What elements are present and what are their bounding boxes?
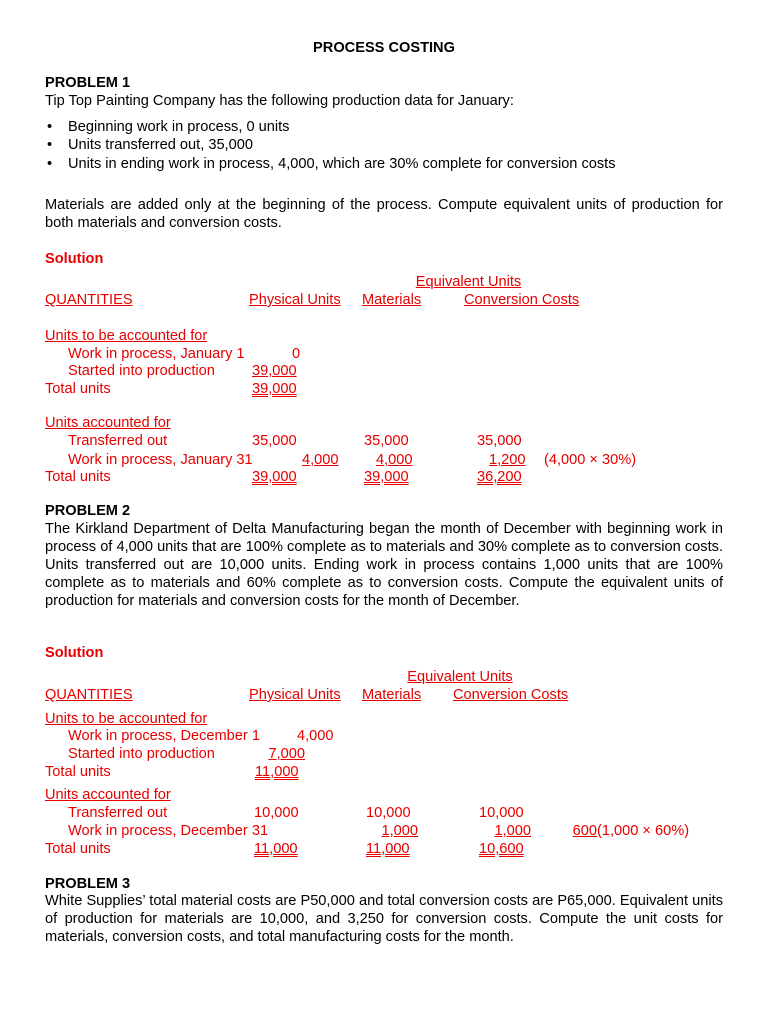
physical-units-header: Physical Units	[249, 687, 341, 703]
row-label: Work in process, January 1	[68, 346, 245, 362]
equivalent-units-header: Equivalent Units	[415, 274, 522, 290]
problem-3-heading: PROBLEM 3	[45, 876, 131, 892]
physical-value: 4,000	[302, 452, 339, 468]
physical-value: 35,000	[252, 433, 297, 449]
physical-value: 0	[292, 346, 301, 362]
row-label: Work in process, January 31	[68, 452, 253, 468]
problem-2-heading: PROBLEM 2	[45, 503, 131, 519]
materials-header: Materials	[362, 687, 422, 703]
problem-1-bullet: Units transferred out, 35,000	[68, 137, 253, 153]
conversion-costs-header: Conversion Costs	[464, 292, 580, 308]
problem-1-heading: PROBLEM 1	[45, 75, 131, 91]
bullet-icon: •	[47, 137, 53, 153]
conversion-value: 1,000	[494, 823, 531, 839]
conversion-value: 35,000	[477, 433, 522, 449]
quantities-header: QUANTITIES	[45, 292, 133, 308]
materials-value: 39,000	[364, 469, 409, 485]
conversion-costs-header: Conversion Costs	[453, 687, 569, 703]
row-label: Work in process, December 1	[68, 728, 260, 744]
materials-header: Materials	[362, 292, 422, 308]
units-accounted-label: Units accounted for	[45, 415, 171, 431]
materials-value: 1,000	[381, 823, 418, 839]
conversion-value: 10,600	[479, 841, 524, 857]
units-to-account-label: Units to be accounted for	[45, 711, 208, 727]
conversion-value: 1,200	[489, 452, 526, 468]
materials-value: 4,000	[376, 452, 413, 468]
materials-value: 10,000	[366, 805, 411, 821]
physical-value: 39,000	[252, 363, 297, 379]
row-label: Total units	[45, 469, 111, 485]
units-to-account-label: Units to be accounted for	[45, 328, 208, 344]
bullet-icon: •	[47, 156, 53, 172]
equivalent-units-header: Equivalent Units	[407, 669, 513, 685]
problem-1-solution-label: Solution	[45, 251, 104, 267]
materials-value: 35,000	[364, 433, 409, 449]
calculation-note: (1,000 × 60%)	[597, 823, 690, 839]
row-label: Work in process, December 31	[68, 823, 269, 839]
problem-1-bullet: Units in ending work in process, 4,000, which are 30% complete for conversion costs	[68, 156, 616, 172]
conversion-extra-value: 600	[572, 823, 597, 839]
problem-2-paragraph: The Kirkland Department of Delta Manufacturing began the month of December with beginning work in process of 4,000 units that are 100% complete as to materials and 30% complete as to conversion costs. Units transferred out are 10,000 units. Ending work in process contains 1,000 units that are 100% complete as to materials and 60% complete as to conversion costs. Compute the equivalent units of production for materials and conversion costs for the month of December.	[45, 521, 723, 609]
units-accounted-label: Units accounted for	[45, 787, 171, 803]
physical-value: 39,000	[252, 381, 297, 397]
problem-1-intro: Tip Top Painting Company has the following production data for January:	[45, 93, 514, 109]
page-title: PROCESS COSTING	[313, 40, 455, 56]
row-label: Started into production	[68, 746, 215, 762]
physical-units-header: Physical Units	[249, 292, 341, 308]
problem-1-bullet: Beginning work in process, 0 units	[68, 119, 290, 135]
physical-value: 10,000	[254, 805, 299, 821]
row-label: Started into production	[68, 363, 215, 379]
row-label: Transferred out	[68, 433, 168, 449]
physical-value: 7,000	[268, 746, 305, 762]
row-label: Total units	[45, 381, 111, 397]
quantities-header: QUANTITIES	[45, 687, 133, 703]
row-label: Total units	[45, 764, 111, 780]
problem-1-paragraph: Materials are added only at the beginning of the process. Compute equivalent units of production for both materials and conversion costs.	[45, 197, 723, 231]
calculation-note: (4,000 × 30%)	[544, 452, 637, 468]
row-label: Total units	[45, 841, 111, 857]
row-label: Transferred out	[68, 805, 168, 821]
conversion-value: 10,000	[479, 805, 524, 821]
bullet-icon: •	[47, 119, 53, 135]
physical-value: 11,000	[255, 764, 299, 780]
materials-value: 11,000	[366, 841, 410, 857]
conversion-value: 36,200	[477, 469, 522, 485]
problem-3-paragraph: White Supplies’ total material costs are P50,000 and total conversion costs are P65,000. Equivalent units of production for materials are 10,000, and 3,250 for conversion costs. Compute the unit costs for materials, conversion costs, and total manufacturing costs for the month.	[45, 893, 723, 945]
physical-value: 11,000	[254, 841, 298, 857]
problem-2-solution-label: Solution	[45, 645, 104, 661]
physical-value: 39,000	[252, 469, 297, 485]
physical-value: 4,000	[297, 728, 334, 744]
